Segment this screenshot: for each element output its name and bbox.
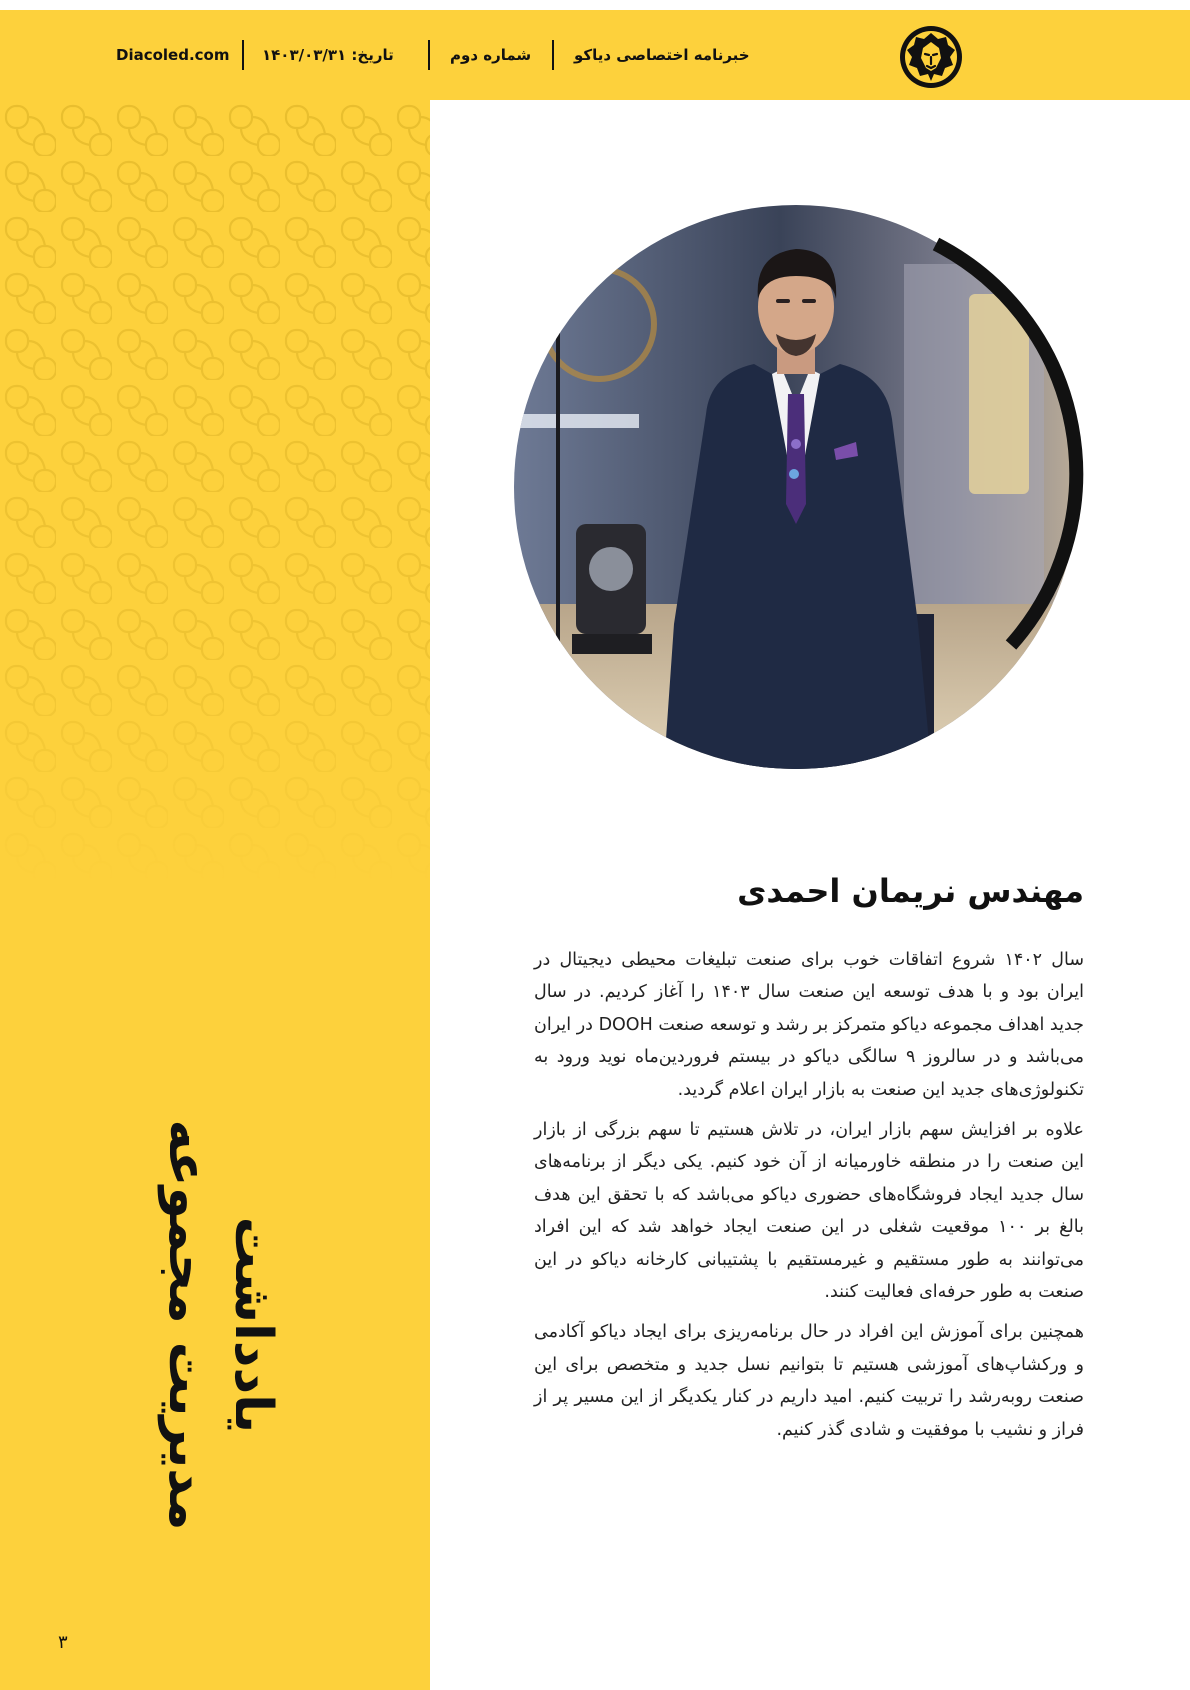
header-divider bbox=[242, 40, 244, 70]
issue-date: تاریخ: ۱۴۰۳/۰۳/۳۱ bbox=[262, 46, 394, 64]
portrait-photo bbox=[514, 204, 1106, 796]
author-name: مهندس نریمان احمدی bbox=[737, 872, 1084, 910]
section-title bbox=[154, 1120, 286, 1531]
newsletter-title: خبرنامه اختصاصی دیاکو bbox=[574, 46, 750, 64]
header-bar bbox=[0, 10, 1190, 100]
article-paragraph: همچنین برای آموزش این افراد در حال برنامه‌ریزی برای ایجاد دیاکو آکادمی و ورکشاپ‌های آموزشی هستیم تا بتوانیم نسل جدید و متخصص برای این صنعت روبه‌رشد را تربیت کنیم. امید داریم در کنار یکدیگر از این مسیر پر از فراز و نشیب با موفقیت و شادی گذر کنیم. bbox=[534, 1322, 1084, 1440]
page-number: ۳ bbox=[58, 1632, 68, 1653]
header-divider bbox=[428, 40, 430, 70]
section-title-line1: یادداشت bbox=[223, 1216, 283, 1434]
article-paragraph: سال ۱۴۰۲ شروع اتفاقات خوب برای صنعت تبلیغات محیطی دیجیتال در ایران بود و با هدف توسعه این صنعت سال ۱۴۰۳ را آغاز کردیم. در سال جدید اهداف مجموعه دیاکو متمرکز بر رشد و توسعه صنعت DOOH در ایران می‌باشد و در سالروز ۹ سالگی دیاکو در بیستم فروردین‌ماه نوید ورود به تکنولوژی‌های جدید این صنعت به بازار ایران اعلام گردید. bbox=[534, 950, 1085, 1100]
header-divider bbox=[552, 40, 554, 70]
issue-number: شماره دوم bbox=[450, 46, 532, 64]
chain-pattern-decoration bbox=[0, 100, 430, 880]
section-title-line2: مدیریت مجموعه bbox=[157, 1119, 217, 1531]
lion-head-icon bbox=[898, 24, 964, 90]
article-paragraph: علاوه بر افزایش سهم بازار ایران، در تلاش هستیم تا سهم بزرگی از بازار این صنعت را در منطقه خاورمیانه از آن خود کنیم. یکی دیگر از برنامه‌های سال جدید ایجاد فروشگاه‌های حضوری دیاکو می‌باشد که با تحقق این هدف بالغ بر ۱۰۰ موقعیت شغلی در این صنعت ایجاد خواهد شد که این افراد می‌توانند به طور مستقیم و غیرمستقیم با پشتیبانی کارخانه دیاکو در این صنعت به طور حرفه‌ای فعالیت کنند. bbox=[534, 1120, 1084, 1303]
sidebar-panel bbox=[0, 100, 430, 1690]
website-link[interactable]: Diacoled.com bbox=[116, 46, 230, 64]
article-body bbox=[534, 944, 1084, 1454]
